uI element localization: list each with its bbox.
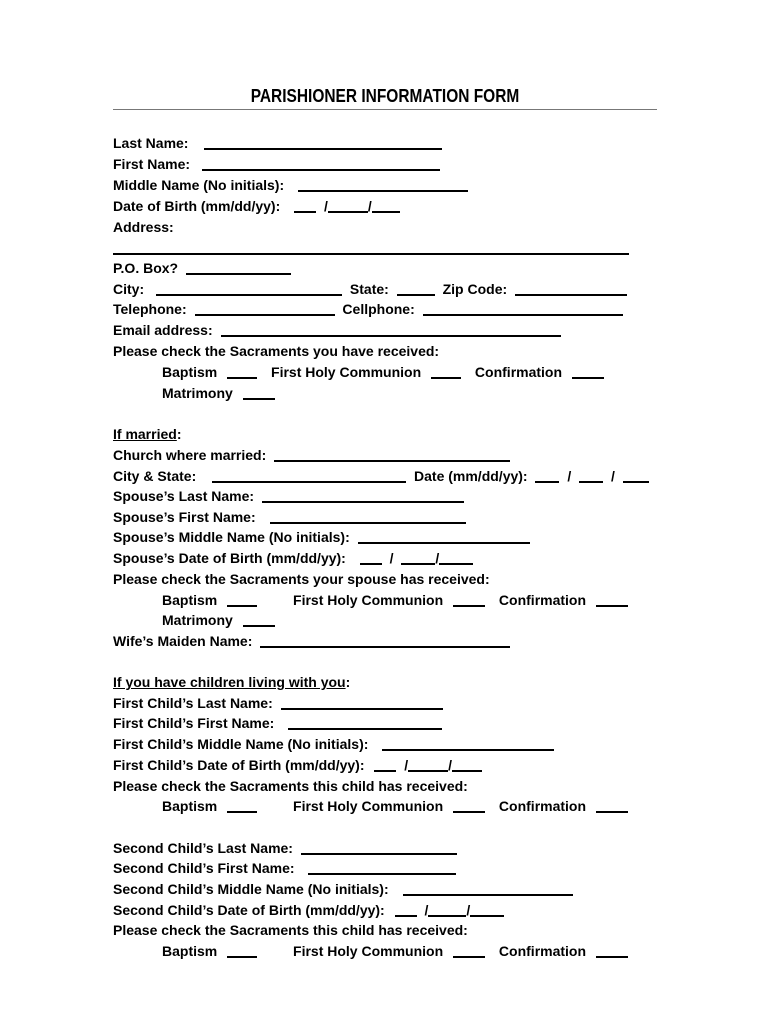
spouse-middle-label: Spouse’s Middle Name (No initials): [113,529,350,545]
church-field[interactable] [274,446,510,462]
first-child-prompt [113,776,468,796]
city-row [113,279,627,299]
married-heading-text: If married [113,426,177,442]
spouse-baptism-check[interactable] [227,591,257,607]
married-heading-colon: : [176,426,182,442]
middle-name-label: Middle Name (No initials): [113,177,285,193]
spouse-last-field[interactable] [262,487,464,503]
spouse-first-row [113,507,466,527]
city-label: City: [113,281,145,297]
baptism-check[interactable] [227,363,257,379]
confirmation-label: Confirmation [474,364,563,380]
spouse-baptism-label: Baptism [162,592,218,608]
spouse-first-label: Spouse’s First Name: [113,509,256,525]
marriage-slash: / [567,468,572,484]
dob-day-field[interactable] [328,197,368,213]
first-child-dob-year-field[interactable] [452,756,482,772]
spouse-dob-slash: / [389,550,394,566]
marriage-day-field[interactable] [579,467,603,483]
email-label: Email address: [113,322,213,338]
first-child-last-row [113,693,443,713]
first-child-first-label: First Child’s First Name: [113,715,275,731]
communion-check[interactable] [431,363,461,379]
city-state-label: City & State: [113,468,197,484]
phone-row [113,299,623,319]
first-child-dob-day-field[interactable] [408,756,448,772]
spouse-communion-check[interactable] [453,591,485,607]
spouse-communion-label: First Holy Communion [293,592,444,608]
last-name-label: Last Name: [113,135,189,151]
middle-name-field[interactable] [298,176,468,192]
sacraments-prompt-label: Please check the Sacraments you have received: [113,343,440,359]
second-child-last-field[interactable] [301,839,457,855]
first-child-confirmation-check[interactable] [596,797,628,813]
first-child-dob-row [113,755,482,775]
spouse-matrimony-row [162,610,275,630]
po-box-field[interactable] [186,259,291,275]
second-child-dob-row [113,900,504,920]
dob-year-field[interactable] [372,197,400,213]
first-name-label: First Name: [113,156,191,172]
email-field[interactable] [221,321,561,337]
second-child-sacraments-row [162,941,628,961]
confirmation-check[interactable] [572,363,604,379]
spouse-last-row [113,486,464,506]
last-name-row [113,133,442,153]
first-child-first-field[interactable] [288,714,442,730]
dob-month-field[interactable] [294,197,316,213]
second-child-confirmation-label: Confirmation [498,943,587,959]
spouse-middle-row [113,527,530,547]
po-box-label: P.O. Box? [113,260,179,276]
spouse-dob-label: Spouse’s Date of Birth (mm/dd/yy): [113,550,346,566]
second-child-dob-year-field[interactable] [470,901,504,917]
state-label: State: [349,281,389,297]
sacraments-row [162,362,604,382]
address-label: Address: [113,219,174,235]
telephone-label: Telephone: [113,301,187,317]
marriage-date-label: Date (mm/dd/yy): [414,468,528,484]
zip-label: Zip Code: [442,281,508,297]
spouse-last-label: Spouse’s Last Name: [113,488,255,504]
second-child-communion-label: First Holy Communion [293,943,444,959]
children-heading-colon: : [345,674,351,690]
city-field[interactable] [156,280,342,296]
second-child-middle-field[interactable] [403,880,573,896]
form-title: PARISHIONER INFORMATION FORM [250,86,520,106]
second-child-prompt-label: Please check the Sacraments this child has received: [113,922,468,938]
children-heading [113,672,350,692]
marriage-slash: / [611,468,615,484]
church-row [113,445,510,465]
second-child-communion-check[interactable] [453,942,485,958]
first-child-baptism-label: Baptism [162,798,218,814]
spouse-confirmation-label: Confirmation [498,592,587,608]
dob-slash: / [367,198,372,214]
first-name-field[interactable] [202,155,440,171]
baptism-label: Baptism [162,364,218,380]
spouse-dob-month-field[interactable] [360,549,382,565]
spouse-sacraments-row [162,590,628,610]
first-child-last-field[interactable] [281,694,443,710]
spouse-confirmation-check[interactable] [596,591,628,607]
spouse-sacraments-prompt [113,569,490,589]
sacraments-prompt [113,341,439,361]
title-divider [113,109,657,110]
second-child-last-row [113,838,457,858]
first-child-baptism-check[interactable] [227,797,257,813]
second-child-first-field[interactable] [308,859,456,875]
dob-slash: / [324,198,328,214]
maiden-field[interactable] [260,632,510,648]
second-child-baptism-check[interactable] [227,942,257,958]
first-child-dob-label: First Child’s Date of Birth (mm/dd/yy): [113,757,365,773]
second-child-confirmation-check[interactable] [596,942,628,958]
spouse-dob-year-field[interactable] [439,549,473,565]
first-child-middle-label: First Child’s Middle Name (No initials): [113,736,369,752]
address-field[interactable] [113,253,629,255]
second-child-dob-day-field[interactable] [428,901,466,917]
married-heading [113,424,181,444]
po-box-row [113,258,291,278]
first-child-communion-check[interactable] [453,797,485,813]
second-child-dob-slash: / [466,902,471,918]
telephone-field[interactable] [195,300,335,316]
children-heading-text: If you have children living with you [113,674,346,690]
spouse-matrimony-check[interactable] [243,611,275,627]
cellphone-field[interactable] [423,300,623,316]
second-child-prompt [113,920,468,940]
state-field[interactable] [397,280,435,296]
spouse-middle-field[interactable] [358,528,530,544]
communion-label: First Holy Communion [271,364,422,380]
second-child-middle-row [113,879,573,899]
matrimony-row [162,383,275,403]
first-child-prompt-label: Please check the Sacraments this child has received: [113,778,468,794]
first-child-sacraments-row [162,796,628,816]
first-child-dob-month-field[interactable] [374,756,396,772]
middle-name-row [113,175,468,195]
spouse-matrimony-label: Matrimony [162,612,233,628]
second-child-first-label: Second Child’s First Name: [113,860,295,876]
second-child-last-label: Second Child’s Last Name: [113,840,293,856]
church-label: Church where married: [113,447,267,463]
last-name-field[interactable] [204,134,442,150]
second-child-middle-label: Second Child’s Middle Name (No initials): [113,881,389,897]
spouse-dob-row [113,548,473,568]
first-child-last-label: First Child’s Last Name: [113,695,273,711]
first-child-middle-field[interactable] [382,735,554,751]
cellphone-label: Cellphone: [342,301,415,317]
spouse-dob-slash: / [435,550,440,566]
dob-label: Date of Birth (mm/dd/yy): [113,198,281,214]
matrimony-check[interactable] [243,384,275,400]
city-state-row [113,466,649,486]
matrimony-label: Matrimony [162,385,233,401]
first-child-middle-row [113,734,554,754]
first-child-confirmation-label: Confirmation [498,798,587,814]
maiden-row [113,631,510,651]
city-state-field[interactable] [212,467,406,483]
marriage-month-field[interactable] [535,467,559,483]
first-child-dob-slash: / [448,757,453,773]
dob-row [113,196,400,216]
second-child-dob-slash: / [424,902,429,918]
first-child-communion-label: First Holy Communion [293,798,444,814]
spouse-first-field[interactable] [270,508,466,524]
zip-field[interactable] [515,280,627,296]
second-child-baptism-label: Baptism [162,943,218,959]
marriage-year-field[interactable] [623,467,649,483]
spouse-sacraments-prompt-label: Please check the Sacraments your spouse has received: [113,571,490,587]
email-row [113,320,561,340]
maiden-label: Wife’s Maiden Name: [113,633,253,649]
first-child-dob-slash: / [404,757,409,773]
address-row [113,217,174,237]
second-child-dob-month-field[interactable] [395,901,417,917]
second-child-dob-label: Second Child’s Date of Birth (mm/dd/yy): [113,902,385,918]
second-child-first-row [113,858,456,878]
first-name-row [113,154,440,174]
first-child-first-row [113,713,442,733]
spouse-dob-day-field[interactable] [401,549,435,565]
